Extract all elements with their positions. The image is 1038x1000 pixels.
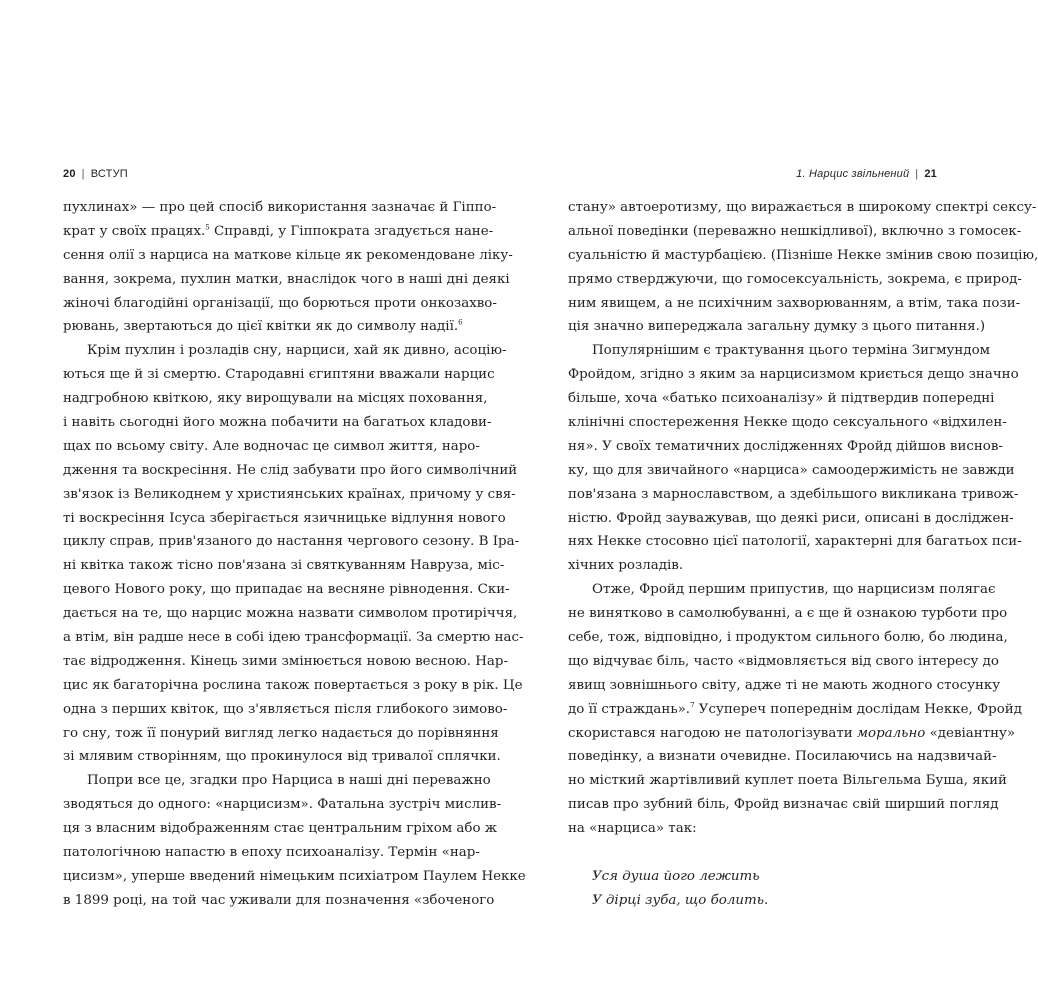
text-line: дження та воскресіння. Не слід забувати про його символічний <box>63 462 518 478</box>
text-line: Фройдом, згідно з яким за нарцисизмом криється дещо значно <box>568 367 1019 383</box>
emphasis: морально <box>856 725 926 741</box>
text-line: Попри все це, згадки про Нарциса в наші дні переважно <box>87 773 491 789</box>
text-line: на «нарциса» так: <box>568 821 697 837</box>
text-line: що відчуває біль, часто «відмовляється від свого інтересу до <box>568 653 999 669</box>
text-line: в 1899 році, на той час уживали для позначення «збоченого <box>63 892 495 908</box>
text-line: тає відродження. Кінець зими змінюється новою весною. Нар- <box>63 653 508 669</box>
text-line: жіночі благодійні організації, що борються проти онкозахво- <box>63 295 497 311</box>
text-line: до її страждань».$^7$ Усупереч попереднім дослідам Некке, Фройд <box>568 701 1022 717</box>
text-line: го сну, тож її понурий вигляд легко надається до порівняння <box>63 725 499 741</box>
text-line: клінічні спостереження Некке щодо сексуального «відхилен- <box>568 415 1007 431</box>
text-line: Отже, Фройд першим припустив, що нарцисизм полягає <box>592 582 996 598</box>
text-line: цисизм», уперше введений німецьким психіатром Паулем Некке <box>63 868 526 884</box>
text-line: цевого Нового року, що припадає на весняне рівнодення. Ски- <box>63 582 510 598</box>
text-line: пухлинах» — про цей спосіб використання зазначає й Гіппо- <box>63 200 497 215</box>
text-line: а втім, він радше несе в собі ідею трансформації. За смертю нас- <box>63 630 524 646</box>
text-line: себе, тож, відповідно, і продуктом сильного болю, бо людина, <box>568 630 1008 646</box>
text-line: одна з перших квіток, що з'являється після глибокого зимово- <box>63 701 508 717</box>
text-line: цис як багаторічна рослина також повертається з року в рік. Це <box>63 677 523 693</box>
right-chapter-title: 1. Нарцис звільнений <box>796 168 910 180</box>
verse-line: Уся душа його лежить <box>592 869 760 885</box>
text-line: більше, хоча «батько психоаналізу» й підтвердив попередні <box>568 391 995 407</box>
header-separator: | <box>915 168 919 180</box>
right-page-body <box>568 196 1038 913</box>
text-line: суальністю й мастурбацією. (Пізніше Некке змінив свою позицію, <box>568 247 1038 263</box>
footnote-marker: 5 <box>205 223 210 232</box>
text-line: нях Некке стосовно цієї патології, характерні для багатьох пси- <box>568 534 1022 550</box>
header-separator: | <box>81 168 85 180</box>
verse-line: У дірці зуба, що болить. <box>592 892 769 908</box>
text-line: ються ще й зі смертю. Стародавні єгиптяни вважали нарцис <box>63 367 495 383</box>
text-line: вання, зокрема, пухлин матки, внаслідок чого в наші дні деякі <box>63 271 510 287</box>
text-line: явищ зовнішнього світу, адже ті не мають жодного стосунку <box>568 677 1001 693</box>
right-running-header <box>796 168 937 180</box>
text-line: ні квітка також тісно пов'язана зі святкуванням Навруза, міс- <box>63 558 505 574</box>
text-line: і навіть сьогодні його можна побачити на багатьох кладови- <box>63 415 492 431</box>
text-line: циклу справ, прив'язаного до настання чергового сезону. В Іра- <box>63 534 520 550</box>
footnote-marker: 6 <box>458 318 463 327</box>
text-line: сення олії з нарциса на маткове кільце як рекомендоване ліку- <box>63 247 513 263</box>
text-line: стану» автоеротизму, що виражається в широкому спектрі сексу- <box>568 200 1037 215</box>
text-line: ня». У своїх тематичних дослідженнях Фройд дійшов виснов- <box>568 438 1003 454</box>
text-line: не винятково в самолюбуванні, а є ще й ознакою турботи про <box>568 606 1008 622</box>
text-line: ті воскресіння Ісуса зберігається язичницьке відлуння нового <box>63 510 506 526</box>
text-line: ція значно випереджала загальну думку з цього питання.) <box>568 319 986 335</box>
text-line: хічних розладів. <box>568 558 684 574</box>
text-line: щах по всьому світу. Але водночас це символ життя, наро- <box>63 438 480 454</box>
left-running-header <box>63 168 128 180</box>
text-line: зв'язок із Великоднем у християнських країнах, причому у свя- <box>63 486 516 502</box>
right-page-number: 21 <box>924 168 937 180</box>
text-line: поведінку, а визнати очевидне. Посилаючись на надзвичай- <box>568 749 997 765</box>
left-page-number: 20 <box>63 168 76 180</box>
text-line: ця з власним відображенням стає центральним гріхом або ж <box>63 821 498 837</box>
text-line: зводяться до одного: «нарцисизм». Фатальна зустріч мислив- <box>63 797 502 813</box>
text-line: ку, що для звичайного «нарциса» самоодержимість не завжди <box>568 462 1015 478</box>
text-line: патологічною напастю в епоху психоаналізу. Термін «нар- <box>63 845 480 861</box>
text-line: ністю. Фройд зауважував, що деякі риси, описані в досліджен- <box>568 510 1014 526</box>
text-line: альної поведінки (переважно нешкідливої), включно з гомосек- <box>568 223 1022 239</box>
text-line: ним явищем, а не психічним захворюванням, а втім, така пози- <box>568 295 1021 311</box>
verse-quote <box>568 865 941 913</box>
text-line: рювань, звертаються до цієї квітки як до символу надії.$^6$ <box>63 318 463 335</box>
text-line: надгробною квіткою, яку вирощували на місцях поховання, <box>63 391 488 407</box>
footnote-marker: 7 <box>690 701 695 710</box>
text-line: Крім пухлин і розладів сну, нарциси, хай як дивно, асоцію- <box>87 343 507 359</box>
text-line: но місткий жартівливий куплет поета Вільгельма Буша, який <box>568 773 1007 789</box>
left-section-title: ВСТУП <box>90 168 128 180</box>
left-page-body <box>63 196 526 913</box>
text-line: прямо стверджуючи, що гомосексуальність, зокрема, є природ- <box>568 271 1022 287</box>
text-line: дається на те, що нарцис можна назвати символом протиріччя, <box>63 606 518 622</box>
text-line: Популярнішим є трактування цього терміна Зигмундом <box>592 343 991 359</box>
text-line: крат у своїх працях.$^5$ Справді, у Гіппократа згадується нане- <box>63 223 494 239</box>
text-line: пов'язана з марнославством, а здебільшого викликана тривож- <box>568 486 1019 502</box>
text-line: скористався нагодою не патологізувати морально «девіантну» <box>568 725 1016 741</box>
text-line: писав про зубний біль, Фройд визначає свій ширший погляд <box>568 797 999 813</box>
text-line: зі млявим створінням, що прокинулося від тривалої сплячки. <box>63 749 501 765</box>
